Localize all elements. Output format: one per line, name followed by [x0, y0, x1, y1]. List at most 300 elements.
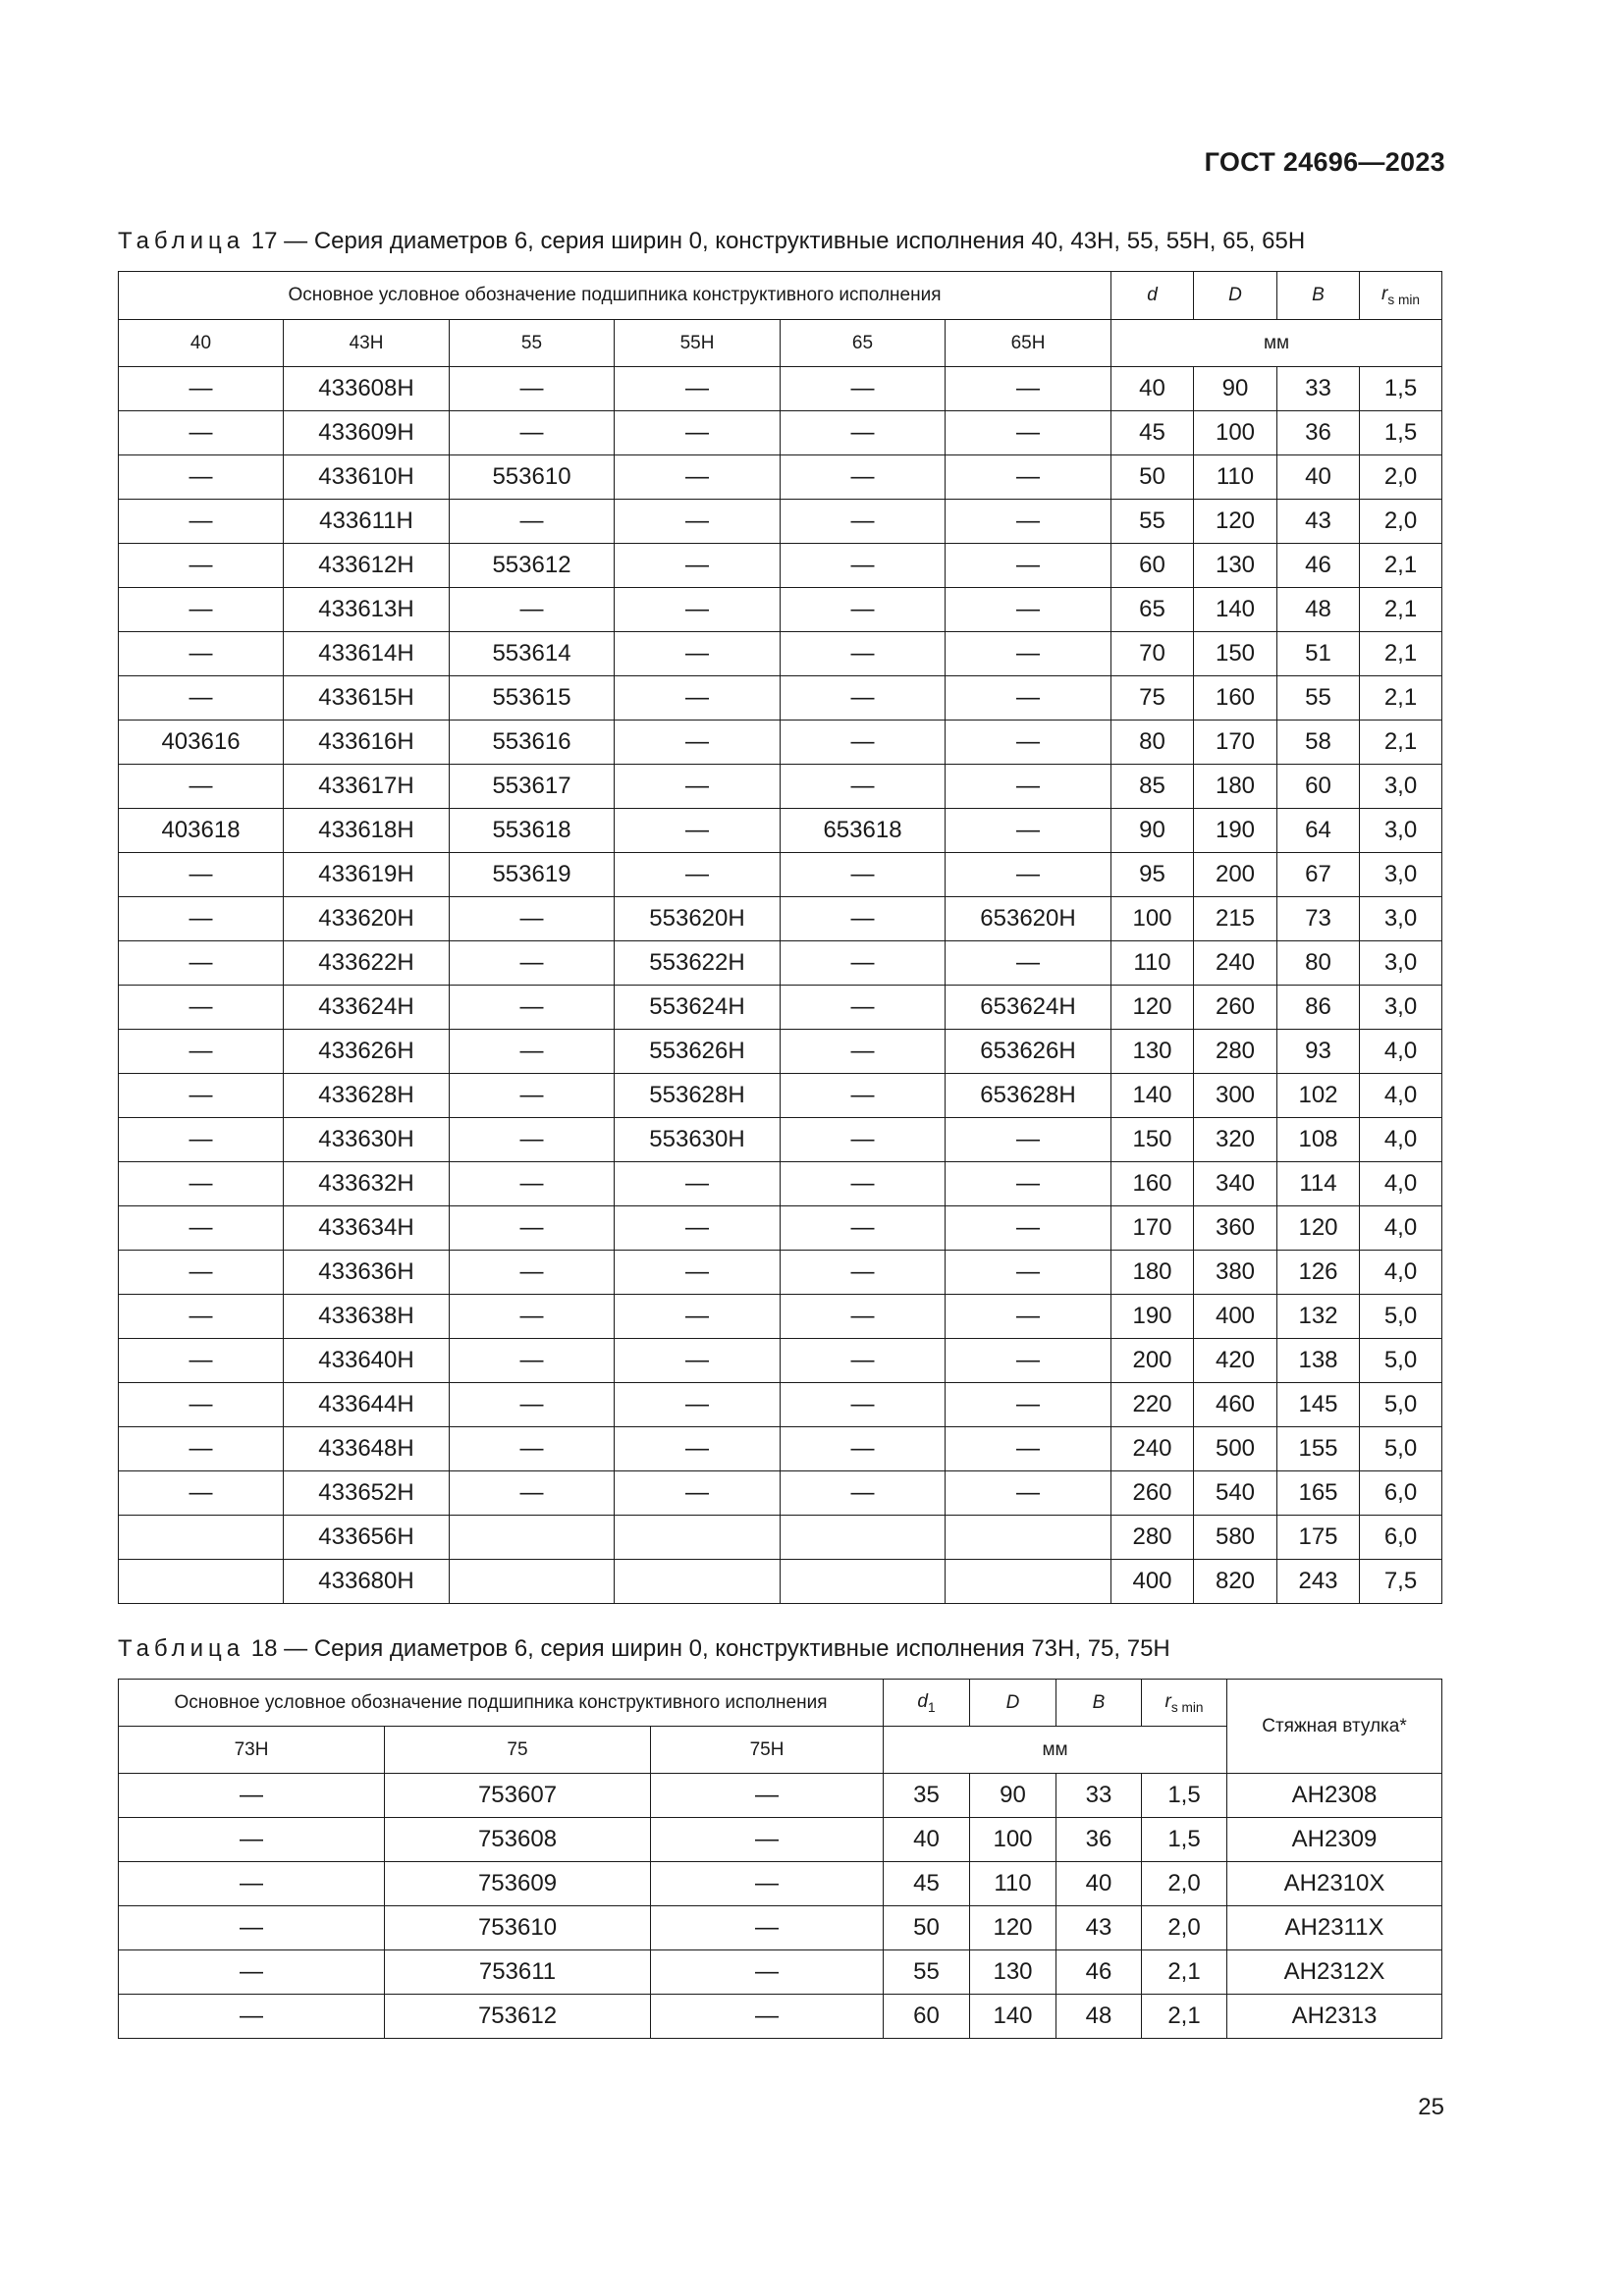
- caption-label: Таблица: [118, 228, 245, 254]
- table-cell: —: [119, 1906, 385, 1950]
- table-cell: 753611: [385, 1950, 651, 1995]
- table-row: [119, 1818, 1442, 1862]
- table-cell: —: [781, 1030, 946, 1074]
- table-cell: —: [450, 1162, 615, 1206]
- table-cell: 553610: [450, 455, 615, 500]
- table-cell: 433611H: [284, 500, 450, 544]
- table-cell: 95: [1111, 853, 1194, 897]
- table-cell: 2,1: [1360, 721, 1442, 765]
- table-cell: 6,0: [1360, 1471, 1442, 1516]
- table-cell: —: [651, 1950, 884, 1995]
- table-row: [119, 1383, 1442, 1427]
- table-cell: —: [119, 1295, 284, 1339]
- table-cell: 553630H: [615, 1118, 781, 1162]
- table-cell: 2,0: [1142, 1906, 1227, 1950]
- table-cell: —: [946, 1118, 1111, 1162]
- table-cell: —: [450, 1383, 615, 1427]
- table-cell: 433619H: [284, 853, 450, 897]
- table-cell: 280: [1194, 1030, 1277, 1074]
- header-d-symbol: d: [917, 1690, 928, 1712]
- table-cell: —: [781, 1471, 946, 1516]
- document-standard-number: ГОСТ 24696—2023: [1204, 147, 1445, 177]
- table-cell: —: [615, 1383, 781, 1427]
- table-cell: 2,0: [1142, 1862, 1227, 1906]
- table-cell: 46: [1277, 544, 1360, 588]
- table-cell: —: [615, 411, 781, 455]
- table-cell: 460: [1194, 1383, 1277, 1427]
- table-cell: —: [119, 1471, 284, 1516]
- table-cell: 260: [1111, 1471, 1194, 1516]
- table-cell: 55: [884, 1950, 970, 1995]
- table-cell: —: [615, 809, 781, 853]
- table-cell: 120: [1111, 986, 1194, 1030]
- table-cell: 433634H: [284, 1206, 450, 1251]
- table-cell: AH2313: [1227, 1995, 1442, 2039]
- header-B: B: [1056, 1680, 1142, 1727]
- table-cell: 580: [1194, 1516, 1277, 1560]
- subheader-cell: 55H: [615, 320, 781, 367]
- table-cell: —: [615, 500, 781, 544]
- table-cell: —: [450, 1295, 615, 1339]
- table-cell: 67: [1277, 853, 1360, 897]
- table-cell: 90: [1194, 367, 1277, 411]
- table-cell: 2,1: [1360, 632, 1442, 676]
- table-header-row: [119, 272, 1442, 320]
- table-cell: 5,0: [1360, 1295, 1442, 1339]
- table-cell: 80: [1111, 721, 1194, 765]
- table-cell: 3,0: [1360, 809, 1442, 853]
- table-cell: —: [119, 1074, 284, 1118]
- table-cell: —: [119, 765, 284, 809]
- table-cell: 170: [1111, 1206, 1194, 1251]
- table-cell: 820: [1194, 1560, 1277, 1604]
- table-cell: 215: [1194, 897, 1277, 941]
- table-cell: 753607: [385, 1774, 651, 1818]
- table-cell: 3,0: [1360, 765, 1442, 809]
- table-cell: —: [119, 455, 284, 500]
- table-cell: 200: [1111, 1339, 1194, 1383]
- table-cell: 43: [1056, 1906, 1142, 1950]
- table-row: [119, 1950, 1442, 1995]
- table-cell: —: [946, 1383, 1111, 1427]
- table-cell: —: [119, 676, 284, 721]
- subheader-cell: 75: [385, 1727, 651, 1774]
- table-cell: —: [781, 676, 946, 721]
- table-cell: 55: [1111, 500, 1194, 544]
- table-cell: —: [615, 1427, 781, 1471]
- table-cell: 433652H: [284, 1471, 450, 1516]
- table-cell: 433656H: [284, 1516, 450, 1560]
- table-cell: 4,0: [1360, 1251, 1442, 1295]
- table-row: [119, 721, 1442, 765]
- table-cell: 433638H: [284, 1295, 450, 1339]
- table-cell: —: [651, 1818, 884, 1862]
- table-cell: 120: [1277, 1206, 1360, 1251]
- table-cell: —: [946, 1295, 1111, 1339]
- table-cell: 4,0: [1360, 1074, 1442, 1118]
- header-d1: [884, 1680, 970, 1727]
- table-row: [119, 853, 1442, 897]
- table-cell: 40: [1277, 455, 1360, 500]
- table-cell: —: [450, 500, 615, 544]
- table-cell: —: [615, 455, 781, 500]
- table-row: [119, 588, 1442, 632]
- table-cell: [119, 1560, 284, 1604]
- table-cell: —: [119, 411, 284, 455]
- table-cell: 433608H: [284, 367, 450, 411]
- table-cell: 433644H: [284, 1383, 450, 1427]
- table-cell: —: [119, 897, 284, 941]
- table-cell: 653620H: [946, 897, 1111, 941]
- table-cell: 132: [1277, 1295, 1360, 1339]
- table-cell: —: [119, 588, 284, 632]
- table-cell: 300: [1194, 1074, 1277, 1118]
- table-cell: —: [781, 367, 946, 411]
- table-cell: 4,0: [1360, 1162, 1442, 1206]
- table-cell: —: [119, 1818, 385, 1862]
- table-cell: 190: [1111, 1295, 1194, 1339]
- table-cell: —: [450, 1427, 615, 1471]
- table-row: [119, 676, 1442, 721]
- table-cell: 51: [1277, 632, 1360, 676]
- table-cell: 1,5: [1142, 1818, 1227, 1862]
- table-cell: 400: [1111, 1560, 1194, 1604]
- table-cell: —: [119, 853, 284, 897]
- table-cell: AH2308: [1227, 1774, 1442, 1818]
- table-cell: 320: [1194, 1118, 1277, 1162]
- table-cell: —: [946, 1162, 1111, 1206]
- table-cell: 1,5: [1360, 367, 1442, 411]
- table-cell: 190: [1194, 809, 1277, 853]
- table-cell: 753610: [385, 1906, 651, 1950]
- table-cell: 433624H: [284, 986, 450, 1030]
- table-cell: —: [450, 1251, 615, 1295]
- table-cell: —: [119, 1774, 385, 1818]
- table-cell: 155: [1277, 1427, 1360, 1471]
- header-d-subscript: 1: [927, 1699, 936, 1715]
- table-cell: 45: [884, 1862, 970, 1906]
- table-cell: 2,1: [1360, 588, 1442, 632]
- table-cell: 50: [884, 1906, 970, 1950]
- table-18: [118, 1679, 1442, 2039]
- table-cell: —: [781, 765, 946, 809]
- table-cell: —: [119, 1995, 385, 2039]
- table-cell: —: [450, 1471, 615, 1516]
- table-cell: 433628H: [284, 1074, 450, 1118]
- table-cell: 553624H: [615, 986, 781, 1030]
- table-row: [119, 1074, 1442, 1118]
- table-cell: 43: [1277, 500, 1360, 544]
- table-cell: 140: [1194, 588, 1277, 632]
- table-cell: 360: [1194, 1206, 1277, 1251]
- table-cell: 553616: [450, 721, 615, 765]
- table-cell: 553620H: [615, 897, 781, 941]
- table-cell: —: [119, 1162, 284, 1206]
- table-cell: 280: [1111, 1516, 1194, 1560]
- table-cell: 150: [1194, 632, 1277, 676]
- table-cell: —: [946, 455, 1111, 500]
- table-cell: —: [651, 1995, 884, 2039]
- table-cell: 540: [1194, 1471, 1277, 1516]
- table-cell: 433613H: [284, 588, 450, 632]
- table-cell: 5,0: [1360, 1383, 1442, 1427]
- table-cell: 80: [1277, 941, 1360, 986]
- table-cell: —: [946, 853, 1111, 897]
- table-row: [119, 455, 1442, 500]
- table-cell: —: [615, 588, 781, 632]
- table-cell: [450, 1560, 615, 1604]
- table-cell: 126: [1277, 1251, 1360, 1295]
- header-rs-min: [1360, 272, 1442, 320]
- table-cell: 108: [1277, 1118, 1360, 1162]
- table-cell: 114: [1277, 1162, 1360, 1206]
- table-cell: 553614: [450, 632, 615, 676]
- table-cell: —: [119, 1950, 385, 1995]
- table-cell: —: [615, 1339, 781, 1383]
- table-cell: 160: [1111, 1162, 1194, 1206]
- table-cell: —: [651, 1906, 884, 1950]
- table-cell: —: [781, 411, 946, 455]
- table-cell: 102: [1277, 1074, 1360, 1118]
- table-cell: —: [119, 1251, 284, 1295]
- table-cell: 55: [1277, 676, 1360, 721]
- table-cell: 150: [1111, 1118, 1194, 1162]
- table-cell: 553622H: [615, 941, 781, 986]
- table-18-caption: [118, 1635, 1170, 1663]
- table-cell: —: [615, 765, 781, 809]
- table-cell: 86: [1277, 986, 1360, 1030]
- table-cell: [946, 1560, 1111, 1604]
- table-subheader-row: [119, 320, 1442, 367]
- table-cell: —: [119, 1339, 284, 1383]
- table-cell: 653626H: [946, 1030, 1111, 1074]
- table-cell: —: [946, 1427, 1111, 1471]
- table-row: [119, 367, 1442, 411]
- table-cell: —: [946, 1251, 1111, 1295]
- table-cell: 7,5: [1360, 1560, 1442, 1604]
- table-cell: —: [119, 1118, 284, 1162]
- table-cell: 433632H: [284, 1162, 450, 1206]
- table-cell: AH2312X: [1227, 1950, 1442, 1995]
- table-cell: 433616H: [284, 721, 450, 765]
- table-cell: —: [119, 500, 284, 544]
- table-cell: [946, 1516, 1111, 1560]
- header-rs-min: [1142, 1680, 1227, 1727]
- subheader-cell: 40: [119, 320, 284, 367]
- table-cell: 35: [884, 1774, 970, 1818]
- table-cell: 433648H: [284, 1427, 450, 1471]
- table-cell: 33: [1056, 1774, 1142, 1818]
- table-cell: 433617H: [284, 765, 450, 809]
- table-cell: 433610H: [284, 455, 450, 500]
- table-cell: —: [615, 1162, 781, 1206]
- table-cell: 160: [1194, 676, 1277, 721]
- table-cell: 180: [1111, 1251, 1194, 1295]
- table-row: [119, 500, 1442, 544]
- table-cell: —: [781, 721, 946, 765]
- caption-text: 17 — Серия диаметров 6, серия ширин 0, конструктивные исполнения 40, 43H, 55, 55H, 65, 65H: [250, 228, 1306, 254]
- group-header-cell: Основное условное обозначение подшипника конструктивного исполнения: [119, 1680, 884, 1727]
- table-row: [119, 1862, 1442, 1906]
- table-cell: 3,0: [1360, 986, 1442, 1030]
- table-cell: —: [450, 1206, 615, 1251]
- table-cell: —: [450, 897, 615, 941]
- table-cell: —: [450, 1339, 615, 1383]
- table-cell: 653628H: [946, 1074, 1111, 1118]
- table-cell: —: [119, 1030, 284, 1074]
- table-cell: 165: [1277, 1471, 1360, 1516]
- table-cell: 130: [1194, 544, 1277, 588]
- table-cell: 70: [1111, 632, 1194, 676]
- table-cell: 4,0: [1360, 1206, 1442, 1251]
- table-row: [119, 1030, 1442, 1074]
- table-cell: 60: [884, 1995, 970, 2039]
- table-cell: —: [781, 986, 946, 1030]
- table-cell: 553612: [450, 544, 615, 588]
- table-cell: 753608: [385, 1818, 651, 1862]
- table-cell: 380: [1194, 1251, 1277, 1295]
- table-cell: —: [781, 1295, 946, 1339]
- table-cell: 2,1: [1360, 544, 1442, 588]
- caption-label: Таблица: [118, 1635, 245, 1662]
- table-cell: 140: [1111, 1074, 1194, 1118]
- table-cell: —: [651, 1862, 884, 1906]
- table-cell: 5,0: [1360, 1339, 1442, 1383]
- table-cell: 48: [1277, 588, 1360, 632]
- table-cell: —: [450, 1074, 615, 1118]
- subheader-cell: 65: [781, 320, 946, 367]
- table-cell: 170: [1194, 721, 1277, 765]
- table-cell: [450, 1516, 615, 1560]
- table-cell: 65: [1111, 588, 1194, 632]
- header-D: D: [970, 1680, 1056, 1727]
- table-cell: 175: [1277, 1516, 1360, 1560]
- table-cell: 1,5: [1142, 1774, 1227, 1818]
- table-cell: —: [781, 1162, 946, 1206]
- table-cell: 6,0: [1360, 1516, 1442, 1560]
- table-cell: 433615H: [284, 676, 450, 721]
- table-cell: —: [781, 1074, 946, 1118]
- table-cell: 36: [1277, 411, 1360, 455]
- table-cell: 240: [1194, 941, 1277, 986]
- table-cell: —: [615, 632, 781, 676]
- table-cell: 553615: [450, 676, 615, 721]
- table-cell: 93: [1277, 1030, 1360, 1074]
- table-row: [119, 941, 1442, 986]
- table-cell: —: [615, 1471, 781, 1516]
- table-cell: 553626H: [615, 1030, 781, 1074]
- table-cell: —: [119, 941, 284, 986]
- table-cell: —: [781, 544, 946, 588]
- table-cell: [781, 1516, 946, 1560]
- table-cell: —: [781, 1118, 946, 1162]
- table-row: [119, 1251, 1442, 1295]
- table-row: [119, 1471, 1442, 1516]
- table-cell: 3,0: [1360, 897, 1442, 941]
- table-cell: —: [946, 544, 1111, 588]
- table-cell: 46: [1056, 1950, 1142, 1995]
- header-sleeve: Стяжная втулка*: [1227, 1680, 1442, 1774]
- table-cell: —: [615, 544, 781, 588]
- table-cell: 433620H: [284, 897, 450, 941]
- table-cell: AH2309: [1227, 1818, 1442, 1862]
- table-cell: 110: [1194, 455, 1277, 500]
- table-row: [119, 986, 1442, 1030]
- table-cell: —: [946, 721, 1111, 765]
- table-row: [119, 1206, 1442, 1251]
- table-cell: —: [119, 1862, 385, 1906]
- group-header-cell: Основное условное обозначение подшипника конструктивного исполнения: [119, 272, 1111, 320]
- table-row: [119, 1339, 1442, 1383]
- table-cell: —: [119, 1427, 284, 1471]
- table-cell: 433622H: [284, 941, 450, 986]
- table-cell: 110: [970, 1862, 1056, 1906]
- table-cell: 2,0: [1360, 500, 1442, 544]
- header-D: D: [1194, 272, 1277, 320]
- table-cell: 33: [1277, 367, 1360, 411]
- header-r-symbol: r: [1164, 1690, 1171, 1712]
- table-row: [119, 1516, 1442, 1560]
- table-row: [119, 1162, 1442, 1206]
- table-cell: 2,1: [1142, 1995, 1227, 2039]
- table-cell: —: [615, 1206, 781, 1251]
- table-cell: —: [781, 500, 946, 544]
- table-cell: AH2311X: [1227, 1906, 1442, 1950]
- table-cell: 58: [1277, 721, 1360, 765]
- table-header-row: [119, 1680, 1442, 1727]
- table-17: [118, 271, 1442, 1604]
- table-cell: 433618H: [284, 809, 450, 853]
- table-cell: 138: [1277, 1339, 1360, 1383]
- table-cell: 180: [1194, 765, 1277, 809]
- subheader-cell: 43H: [284, 320, 450, 367]
- subheader-cell: 65H: [946, 320, 1111, 367]
- table-cell: —: [946, 941, 1111, 986]
- table-cell: 433614H: [284, 632, 450, 676]
- table-cell: 260: [1194, 986, 1277, 1030]
- table-17-caption: [118, 228, 1305, 255]
- table-cell: —: [450, 941, 615, 986]
- table-cell: —: [615, 853, 781, 897]
- table-cell: 36: [1056, 1818, 1142, 1862]
- table-cell: —: [119, 544, 284, 588]
- table-cell: —: [946, 676, 1111, 721]
- table-cell: 3,0: [1360, 941, 1442, 986]
- table-cell: 553628H: [615, 1074, 781, 1118]
- table-cell: —: [119, 1206, 284, 1251]
- table-cell: 753609: [385, 1862, 651, 1906]
- table-row: [119, 544, 1442, 588]
- table-cell: —: [615, 1251, 781, 1295]
- table-cell: 420: [1194, 1339, 1277, 1383]
- table-cell: —: [781, 1206, 946, 1251]
- table-cell: —: [450, 588, 615, 632]
- table-cell: —: [946, 1471, 1111, 1516]
- table-row: [119, 1906, 1442, 1950]
- table-cell: —: [615, 676, 781, 721]
- table-cell: 75: [1111, 676, 1194, 721]
- table-cell: 240: [1111, 1427, 1194, 1471]
- table-cell: [615, 1560, 781, 1604]
- table-cell: 85: [1111, 765, 1194, 809]
- table-cell: 433680H: [284, 1560, 450, 1604]
- table-row: [119, 897, 1442, 941]
- table-cell: —: [450, 367, 615, 411]
- table-cell: [781, 1560, 946, 1604]
- table-cell: 4,0: [1360, 1118, 1442, 1162]
- table-cell: 40: [884, 1818, 970, 1862]
- table-cell: [615, 1516, 781, 1560]
